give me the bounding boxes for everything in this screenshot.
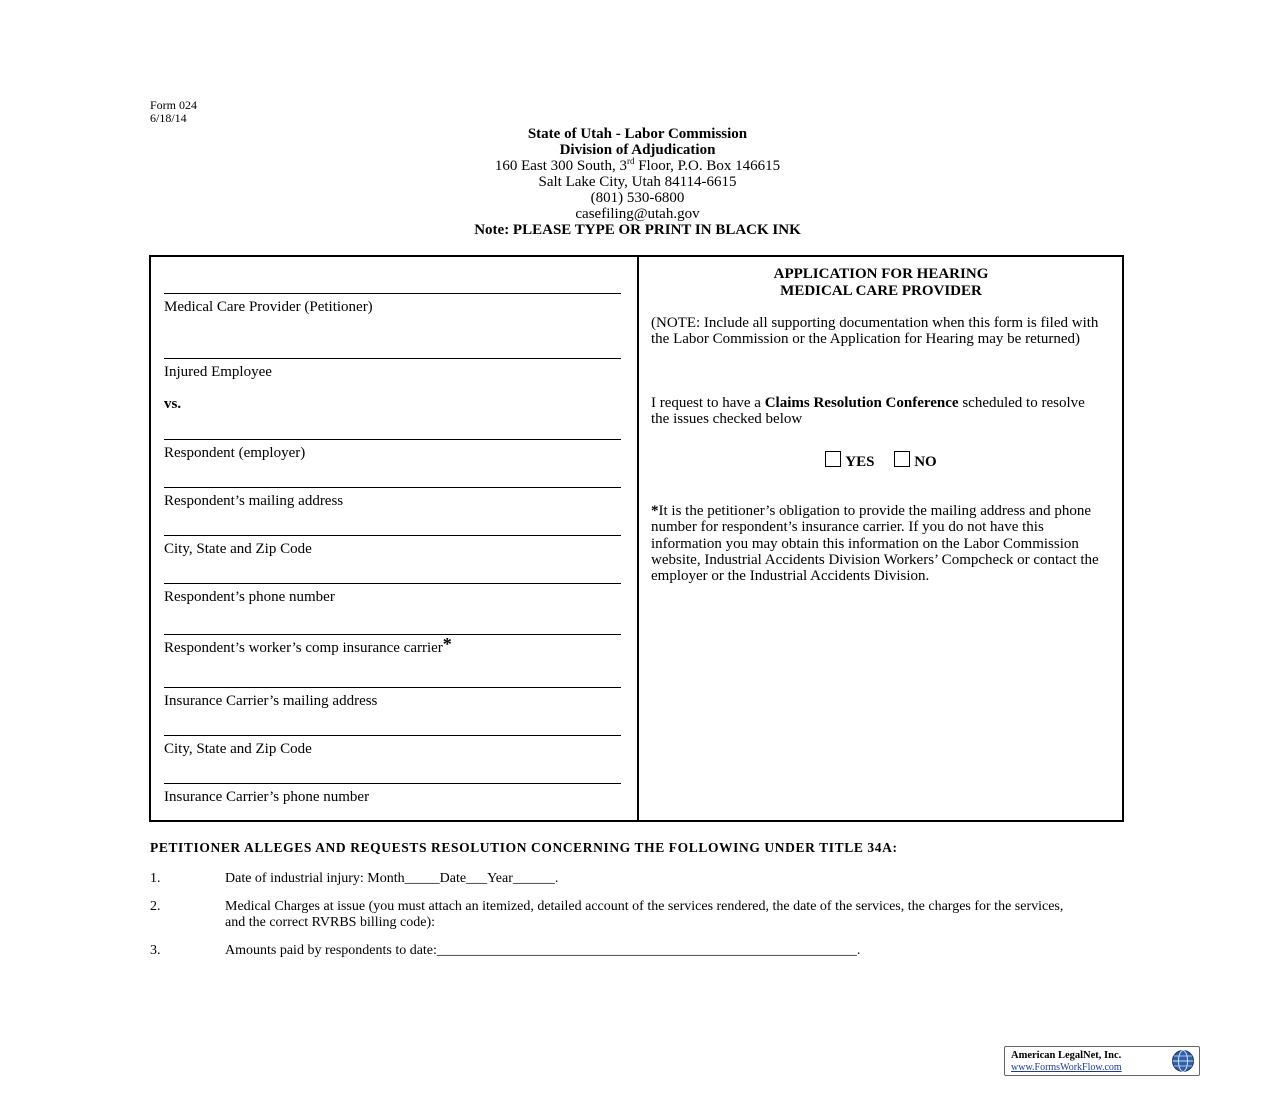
conference-request: I request to have a Claims Resolution Conference scheduled to resolve the issues checked below [651,395,1085,428]
allegations-heading: PETITIONER ALLEGES AND REQUESTS RESOLUTION CONCERNING THE FOLLOWING UNDER TITLE 34A: [150,840,898,855]
injured-employee-field[interactable]: Injured Employee [164,358,621,381]
agency-phone: (801) 530-6800 [590,190,685,206]
carrier-phone-field[interactable]: Insurance Carrier’s phone number [164,783,621,806]
carrier-obligation-note: *It is the petitioner’s obligation to provide the mailing address and phone number for respondent’s insurance carrier. If you do not have this information you may obtain this information on the Labor Commission website, Industrial Accidents Division Workers’ Compcheck or contact the employer or the Industrial Accidents Division. [651,503,1099,585]
no-checkbox[interactable] [894,451,910,467]
yes-option[interactable]: YES [825,451,874,471]
caption-box [149,255,1124,822]
division-name: Division of Adjudication [559,142,716,158]
carrier-city-field[interactable]: City, State and Zip Code [164,735,621,758]
respondent-field[interactable]: Respondent (employer) [164,439,621,462]
agency-address: 160 East 300 South, 3rd Floor, P.O. Box 146615 [494,156,781,174]
publisher-link[interactable]: www.FormsWorkFlow.com [1011,1062,1122,1073]
petitioner-field[interactable]: Medical Care Provider (Petitioner) [164,293,621,316]
form-date: 6/18/14 [150,111,187,125]
form-number: Form 024 [150,98,198,112]
versus-label: vs. [164,396,182,412]
publisher-logo[interactable] [1004,1046,1200,1076]
application-title: APPLICATION FOR HEARING MEDICAL CARE PROVIDER [773,266,989,299]
yes-checkbox[interactable] [825,451,841,467]
ink-note: Note: PLEASE TYPE OR PRINT IN BLACK INK [474,222,801,238]
column-divider [637,257,639,820]
insurance-carrier-field[interactable]: Respondent’s worker’s comp insurance carrier* [164,634,621,657]
no-option[interactable]: NO [894,451,937,471]
form-meta [150,99,197,125]
agency-city: Salt Lake City, Utah 84114-6615 [538,174,737,190]
respondent-phone-field[interactable]: Respondent’s phone number [164,583,621,606]
documentation-note: (NOTE: Include all supporting documentation when this form is filed with the Labor Commission or the Application for Hearing may be returned) [651,315,1099,348]
conference-choice [638,451,1124,471]
publisher-name: American LegalNet, Inc. [1011,1050,1122,1061]
respondent-city-field[interactable]: City, State and Zip Code [164,535,621,558]
globe-icon [1171,1049,1195,1073]
agency-email: casefiling@utah.gov [575,206,700,222]
agency-name: State of Utah - Labor Commission [527,126,748,142]
respondent-address-field[interactable]: Respondent’s mailing address [164,487,621,510]
agency-header [300,126,975,238]
carrier-address-field[interactable]: Insurance Carrier’s mailing address [164,687,621,710]
